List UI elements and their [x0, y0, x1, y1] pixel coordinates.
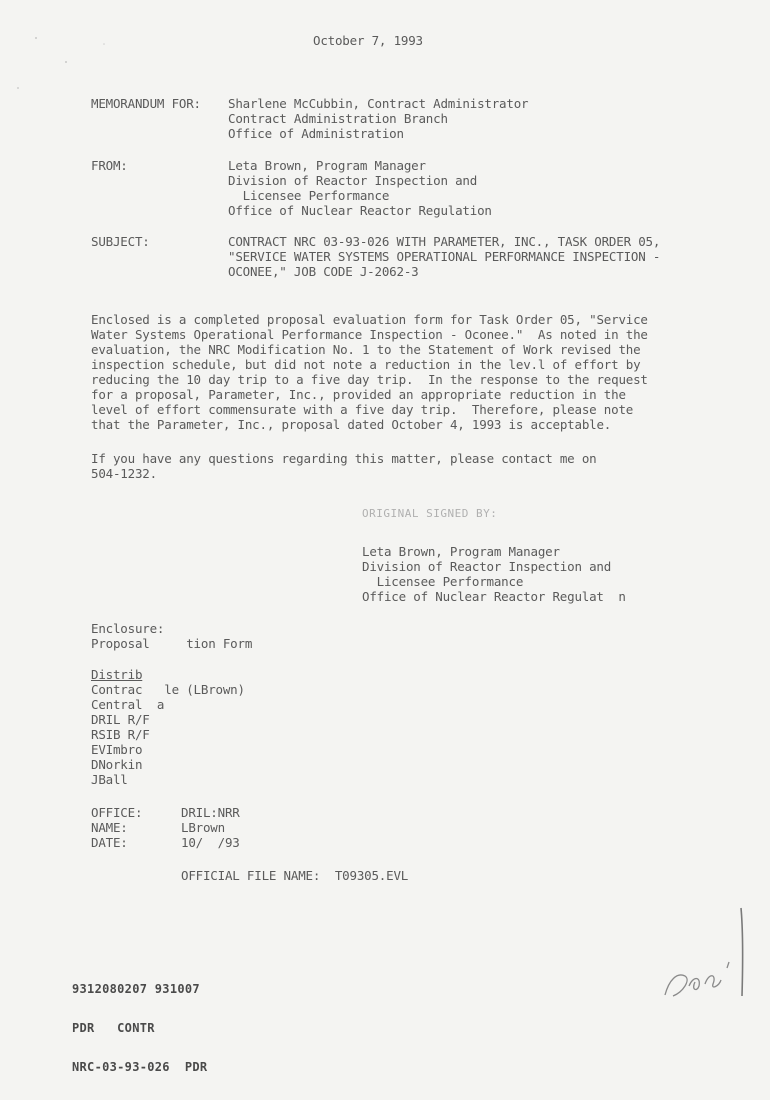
signature-line: Licensee Performance	[362, 574, 524, 589]
enclosure-label: Enclosure:	[91, 621, 165, 636]
body-line: for a proposal, Parameter, Inc., provided an appropriate reduction in the	[91, 387, 626, 402]
accession-line: 9312080207 931007	[72, 982, 200, 996]
body-line: level of effort commensurate with a five day trip. Therefore, please note	[91, 402, 634, 417]
distribution-item: EVImbro	[91, 742, 143, 757]
body-line: Enclosed is a completed proposal evaluation form for Task Order 05, "Service	[91, 312, 648, 327]
distribution-header: Distrib	[91, 667, 143, 682]
memo-for-line: Contract Administration Branch	[228, 111, 448, 126]
body-paragraph-2	[91, 451, 691, 481]
distribution-item: JBall	[91, 772, 128, 787]
from-label: FROM:	[91, 158, 128, 173]
from-line: Leta Brown, Program Manager	[228, 158, 426, 173]
from-line: Division of Reactor Inspection and	[228, 173, 478, 188]
body-line: If you have any questions regarding this matter, please contact me on	[91, 451, 597, 466]
subject-line: "SERVICE WATER SYSTEMS OPERATIONAL PERFORMANCE INSPECTION -	[228, 249, 661, 264]
scan-speckles	[0, 0, 120, 100]
signature-line: Office of Nuclear Reactor Regulat n	[362, 589, 626, 604]
distribution-item: RSIB R/F	[91, 727, 150, 742]
body-line: 504-1232.	[91, 466, 157, 481]
distribution-item: DRIL R/F	[91, 712, 150, 727]
distribution-item: Central a	[91, 697, 165, 712]
accession-line: NRC-03-93-026 PDR	[72, 1060, 208, 1074]
subject-line: OCONEE," JOB CODE J-2062-3	[228, 264, 419, 279]
accession-line: PDR CONTR	[72, 1021, 155, 1035]
accession-code	[72, 957, 207, 1100]
body-line: that the Parameter, Inc., proposal dated October 4, 1993 is acceptable.	[91, 417, 612, 432]
date-label: DATE:	[91, 835, 128, 850]
memo-for-line: Sharlene McCubbin, Contract Administrator	[228, 96, 529, 111]
from-line: Office of Nuclear Reactor Regulation	[228, 203, 492, 218]
memo-for-label: MEMORANDUM FOR:	[91, 96, 201, 111]
subject-label: SUBJECT:	[91, 234, 150, 249]
enclosure-item: Proposal tion Form	[91, 636, 253, 651]
handwritten-initials-mark	[655, 900, 755, 1005]
body-paragraph-1	[91, 312, 691, 432]
body-line: inspection schedule, but did not note a reduction in the lev.l of effort by	[91, 357, 641, 372]
office-label: OFFICE:	[91, 805, 143, 820]
body-line: Water Systems Operational Performance Inspection - Oconee." As noted in the	[91, 327, 648, 342]
subject-line: CONTRACT NRC 03-93-026 WITH PARAMETER, INC., TASK ORDER 05,	[228, 234, 661, 249]
name-value: LBrown	[181, 820, 225, 835]
body-line: evaluation, the NRC Modification No. 1 to the Statement of Work revised the	[91, 342, 641, 357]
office-value: DRIL:NRR	[181, 805, 240, 820]
date-value: 10/ /93	[181, 835, 240, 850]
official-file-name: OFFICIAL FILE NAME: T09305.EVL	[181, 868, 409, 883]
signature-line: Leta Brown, Program Manager	[362, 544, 560, 559]
from-line: Licensee Performance	[228, 188, 390, 203]
original-signed-stamp: ORIGINAL SIGNED BY:	[362, 507, 498, 520]
memo-date: October 7, 1993	[313, 33, 423, 48]
signature-line: Division of Reactor Inspection and	[362, 559, 612, 574]
body-line: reducing the 10 day trip to a five day trip. In the response to the request	[91, 372, 648, 387]
distribution-item: Contrac le (LBrown)	[91, 682, 245, 697]
distribution-item: DNorkin	[91, 757, 143, 772]
memo-for-line: Office of Administration	[228, 126, 404, 141]
name-label: NAME:	[91, 820, 128, 835]
